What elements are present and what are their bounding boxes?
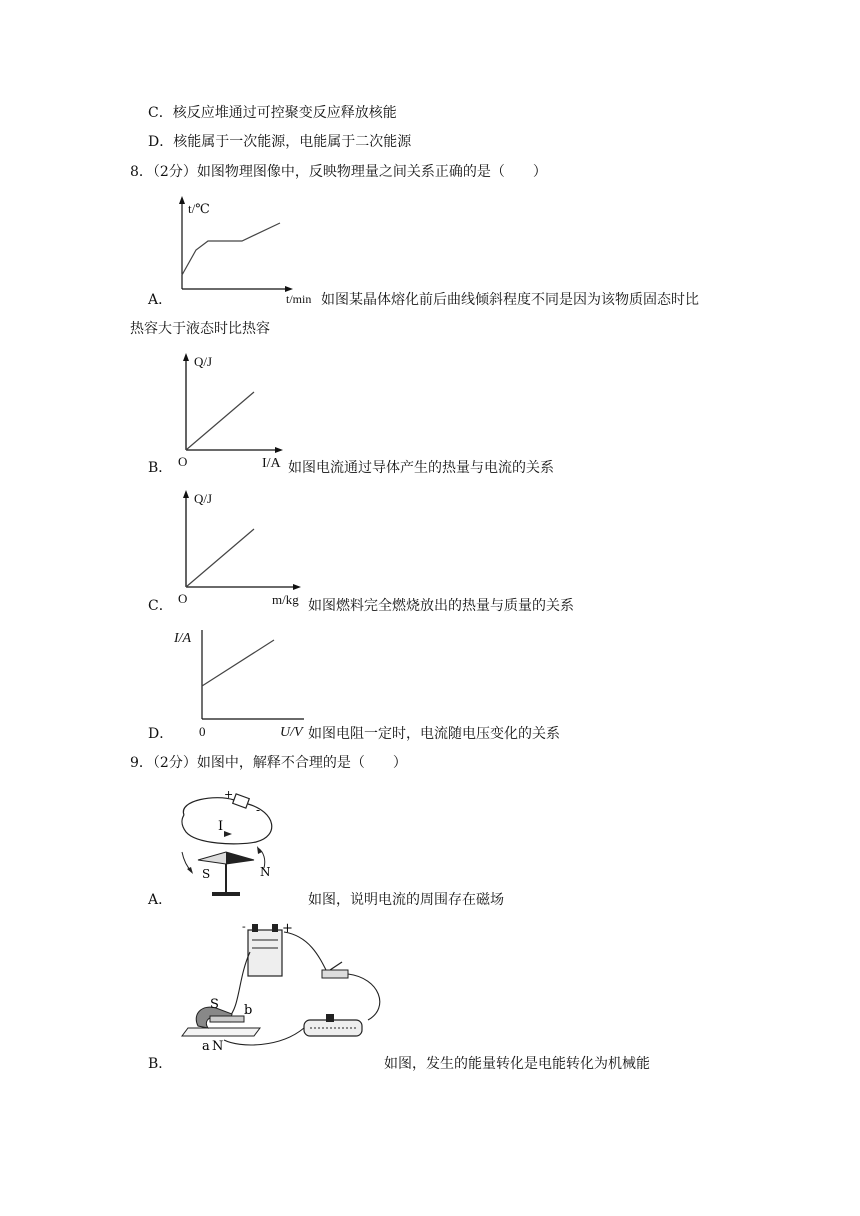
- graph-8d: [172, 622, 312, 744]
- option-8a-text-continued: 热容大于液态时比热容: [130, 321, 270, 337]
- option-7c: C．核反应堆通过可控聚变反应释放核能: [148, 105, 397, 121]
- north-pole-label: N: [260, 865, 271, 879]
- graph-8c: [172, 489, 312, 609]
- option-8a-label: A．: [148, 292, 173, 308]
- battery-minus-label: -: [256, 803, 261, 817]
- option-9b-label: B．: [148, 1056, 173, 1072]
- magnet-south-label: S: [210, 997, 219, 1012]
- option-7d: D．核能属于一次能源，电能属于二次能源: [148, 134, 412, 150]
- graph-8d-origin: 0: [199, 724, 206, 739]
- option-9b-text: 如图，发生的能量转化是电能转化为机械能: [384, 1056, 650, 1072]
- graph-8d-xlabel: U/V: [280, 725, 303, 740]
- option-8c-text: 如图燃料完全燃烧放出的热量与质量的关系: [308, 598, 574, 614]
- option-8c-label: C．: [148, 598, 173, 614]
- current-label: I: [218, 819, 224, 834]
- south-pole-label: S: [202, 867, 211, 881]
- graph-8a-ylabel: t/℃: [188, 201, 210, 216]
- graph-8a-xlabel: t/min: [286, 292, 312, 306]
- option-8b-text: 如图电流通过导体产生的热量与电流的关系: [288, 460, 554, 476]
- graph-8b-ylabel: Q/J: [194, 354, 213, 369]
- option-8d-text: 如图电阻一定时，电流随电压变化的关系: [308, 726, 560, 742]
- battery-plus-label: +: [224, 788, 234, 801]
- magnet-north-label: N: [212, 1039, 224, 1054]
- motor-principle-figure: [180, 918, 390, 1058]
- rod-end-a-label: a: [202, 1039, 210, 1054]
- graph-8c-origin: O: [178, 591, 188, 606]
- option-9a-text: 如图，说明电流的周围存在磁场: [308, 892, 504, 908]
- graph-8d-ylabel: I/A: [174, 631, 192, 646]
- option-9a-label: A．: [148, 892, 173, 908]
- graph-8a: [170, 195, 330, 305]
- rod-end-b-label: b: [244, 1003, 253, 1018]
- option-8b-label: B．: [148, 460, 173, 476]
- battery-plus-label: +: [282, 921, 293, 936]
- graph-8b-xlabel: I/A: [262, 456, 281, 471]
- graph-8c-xlabel: m/kg: [272, 592, 299, 607]
- oersted-experiment-figure: [176, 790, 286, 902]
- option-8a-text: 如图某晶体熔化前后曲线倾斜程度不同是因为该物质固态时比: [321, 292, 699, 308]
- graph-8c-ylabel: Q/J: [194, 491, 213, 506]
- graph-8b: [172, 352, 292, 472]
- option-8d-label: D．: [148, 726, 174, 742]
- question-9-stem: 9．（2分）如图中，解释不合理的是（ ）: [130, 755, 407, 771]
- battery-minus-label: -: [242, 920, 246, 933]
- graph-8b-origin: O: [178, 454, 188, 469]
- question-8-stem: 8．（2分）如图物理图像中，反映物理量之间关系正确的是（ ）: [130, 164, 547, 180]
